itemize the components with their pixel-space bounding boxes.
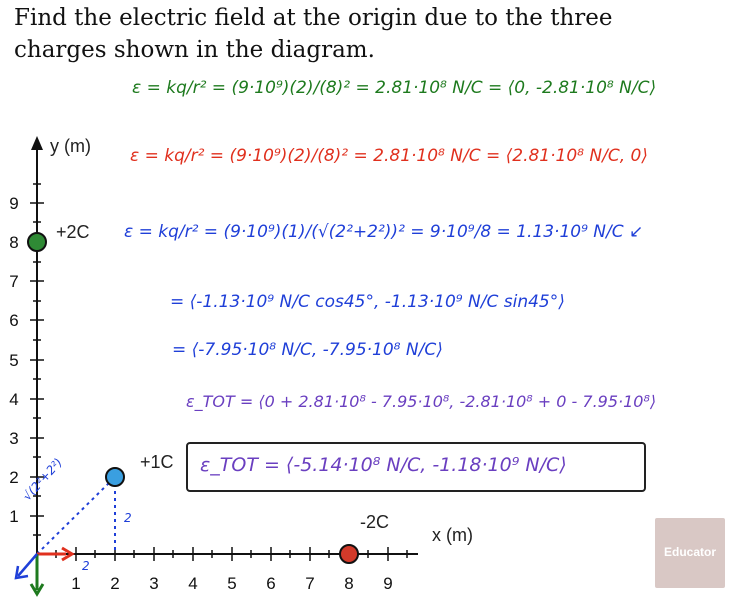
- charge-green-2c: [28, 233, 46, 251]
- y-axis-label: y (m): [50, 136, 91, 156]
- x-tick-label: 8: [344, 574, 354, 593]
- y-axis-arrow: [31, 136, 43, 150]
- x-axis-label: x (m): [432, 525, 473, 545]
- y-tick-label: 4: [9, 390, 19, 409]
- x-tick-label: 1: [71, 574, 81, 593]
- y-tick-label: 6: [9, 311, 19, 330]
- y-tick-label: 8: [9, 233, 19, 252]
- x-tick-label: 6: [266, 574, 276, 593]
- educator-watermark: [655, 518, 725, 588]
- x-tick-label: 3: [149, 574, 159, 593]
- hypotenuse-annotation: √(2²+2²): [20, 455, 66, 504]
- blue-field-calc-2: = ⟨-1.13·10⁹ N/C cos45°, -1.13·10⁹ N/C sin45°⟩: [170, 292, 565, 312]
- y-tick-label: 1: [9, 507, 19, 526]
- blue-field-calc-3: = ⟨-7.95·10⁸ N/C, -7.95·10⁸ N/C⟩: [172, 340, 443, 360]
- blue-field-vector: [18, 554, 37, 576]
- charge-green-label: +2C: [56, 222, 90, 242]
- x-tick-label: 7: [305, 574, 315, 593]
- blue-field-calc-1: ε = kq/r² = (9·10⁹)(1)/(√(2²+2²))² = 9·10⁹/8 = 1.13·10⁹ N/C ↙: [124, 222, 644, 242]
- problem-line-1: Find the electric field at the origin due to the three: [14, 5, 613, 31]
- y-tick-label: 7: [9, 272, 19, 291]
- vertical-distance-annotation: 2: [124, 511, 132, 525]
- hypotenuse-line: [37, 477, 115, 554]
- total-field-sum: ε_TOT = ⟨0 + 2.81·10⁸ - 7.95·10⁸, -2.81·10⁸ + 0 - 7.95·10⁸⟩: [186, 392, 657, 411]
- charge-red-label: -2C: [360, 512, 390, 532]
- red-calc-rhs: = 2.81·10⁸ N/C = ⟨2.81·10⁸ N/C, 0⟩: [353, 146, 648, 166]
- x-tick-label: 4: [188, 574, 198, 593]
- y-tick-label: 2: [9, 468, 19, 487]
- red-calc-lhs: ε = kq/r² = (9·10⁹)(2)/(8)²: [130, 146, 349, 166]
- green-calc-lhs: ε = kq/r² = (9·10⁹)(2)/(8)²: [132, 78, 351, 98]
- problem-line-2: charges shown in the diagram.: [14, 37, 375, 63]
- y-tick-label: 9: [9, 194, 19, 213]
- y-tick-label: 3: [9, 429, 19, 448]
- x-tick-label: 2: [110, 574, 120, 593]
- charge-blue-1c: [106, 468, 124, 486]
- x-tick-label: 5: [227, 574, 237, 593]
- x-tick-label: 9: [383, 574, 393, 593]
- horizontal-distance-annotation: 2: [82, 559, 90, 573]
- y-tick-label: 5: [9, 351, 19, 370]
- charge-red-neg2c: [340, 545, 358, 563]
- charge-blue-label: +1C: [140, 452, 174, 472]
- watermark-text: Educator: [663, 545, 716, 559]
- final-answer: ε_TOT = ⟨-5.14·10⁸ N/C, -1.18·10⁹ N/C⟩: [200, 454, 567, 476]
- green-calc-rhs: = 2.81·10⁸ N/C = ⟨0, -2.81·10⁸ N/C⟩: [355, 78, 657, 98]
